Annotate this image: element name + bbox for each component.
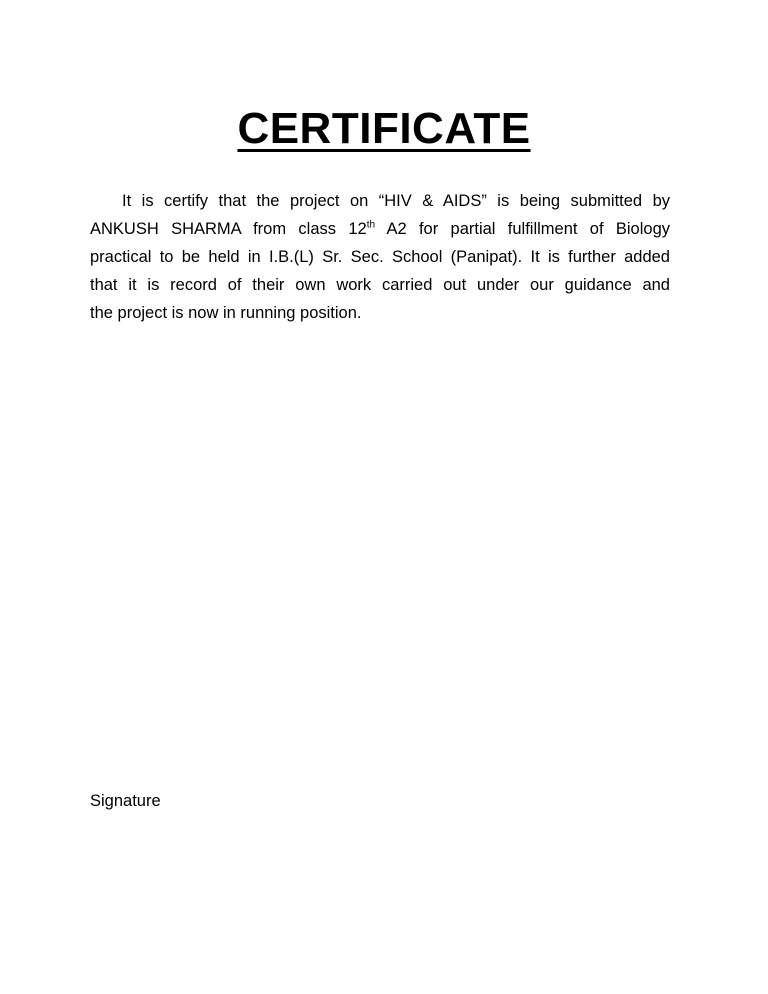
body-line-2-end: A2 for partial fulfillment of Biology <box>375 220 670 238</box>
certificate-body <box>90 187 670 327</box>
body-line-1: It is certify that the project on “HIV & AIDS” is being submitted by <box>122 192 670 210</box>
body-line-2-start: ANKUSH SHARMA from class 12 <box>90 220 367 238</box>
certificate-title-text: CERTIFICATE <box>237 104 531 153</box>
certificate-title <box>0 98 768 160</box>
signature-label: Signature <box>90 792 161 810</box>
body-line-5: the project is now in running position. <box>90 304 362 322</box>
body-line-3: practical to be held in I.B.(L) Sr. Sec. School (Panipat). It is further added <box>90 248 670 266</box>
body-line-2 <box>90 215 670 243</box>
ordinal-suffix: th <box>366 219 376 231</box>
body-line-4: that it is record of their own work carried out under our guidance and <box>90 276 670 294</box>
